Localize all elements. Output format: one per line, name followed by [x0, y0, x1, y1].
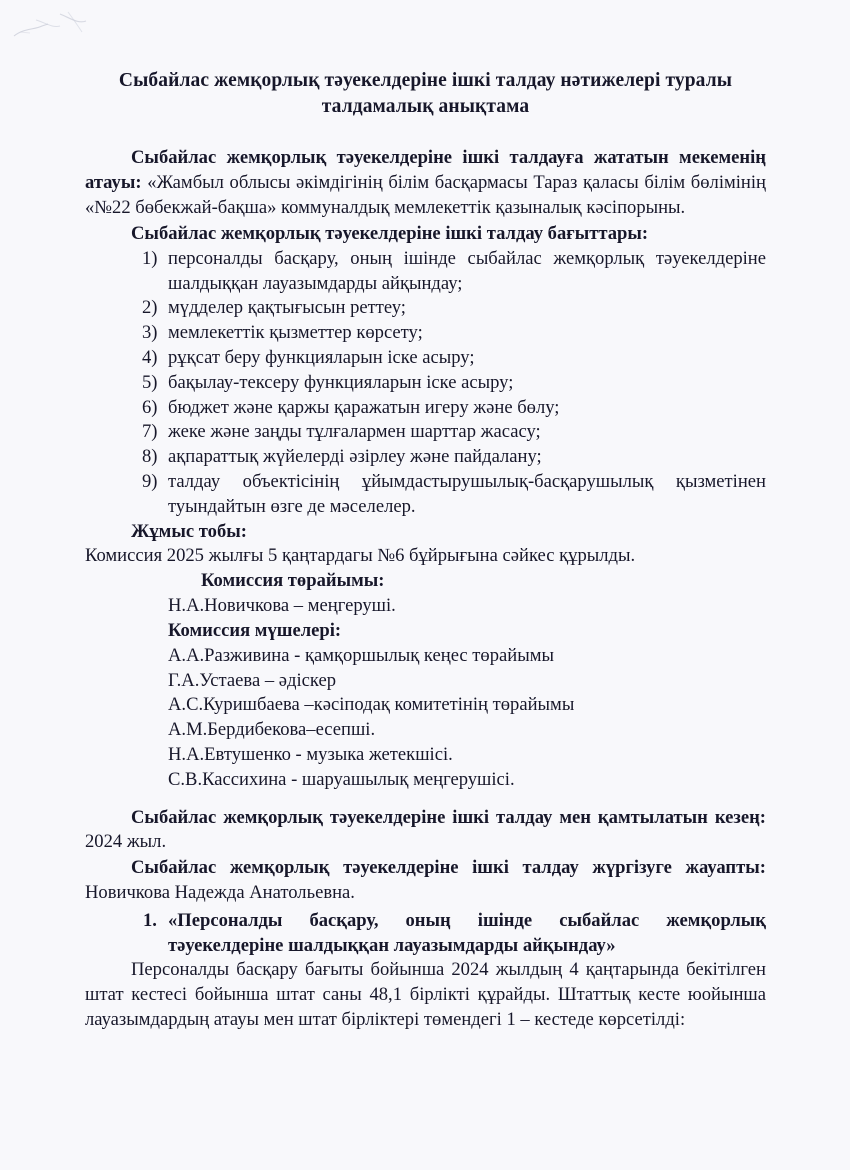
- scan-artifact-smudge: [8, 6, 104, 52]
- list-item: А.М.Бердибекова–есепші.: [168, 719, 376, 741]
- section-one-heading: [85, 909, 766, 959]
- list-item: А.С.Куришбаева –кәсіподақ комитетінің төрайымы: [168, 694, 575, 716]
- institution-label: Сыбайлас жемқорлық тәуекелдеріне ішкі талдауға жататын мекеменің атауы:: [85, 147, 766, 194]
- document-body: [85, 68, 766, 1034]
- list-item: рұқсат беру функцияларын іске асыру;: [168, 346, 475, 368]
- page-title: Сыбайлас жемқорлық тәуекелдеріне ішкі талдау нәтижелері туралы талдамалық анықтама: [118, 70, 733, 117]
- list-item: жеке және заңды тұлғалармен шарттар жасасу;: [168, 421, 541, 443]
- section-one-title: «Персоналды басқару, оның ішінде сыбайлас жемқорлық тәуекелдеріне шалдыққан лауазымдарды айқындау»: [168, 909, 766, 956]
- responsible-label: Сыбайлас жемқорлық тәуекелдеріне ішкі талдау жүргізуге жауапты:: [131, 857, 766, 879]
- list-item: талдау объектісінің ұйымдастырушылық-басқарушылық қызметінен туындайтын өзге де мәселелер.: [168, 471, 766, 517]
- list-item: А.А.Разживина - қамқоршылық кеңес төрайымы: [168, 644, 554, 666]
- spacer: [85, 793, 766, 806]
- working-group-heading: Жұмыс тобы:: [131, 520, 247, 542]
- commission-chair-heading: Комиссия төрайымы:: [201, 570, 385, 592]
- directions-list: [85, 247, 766, 520]
- list-item: бақылау-тексеру функцияларын іске асыру;: [168, 371, 514, 393]
- list-item: мемлекеттік қызметтер көрсету;: [168, 322, 423, 344]
- directions-heading: Сыбайлас жемқорлық тәуекелдеріне ішкі талдау бағыттары:: [131, 222, 649, 244]
- section-one-number: 1.: [143, 909, 157, 931]
- institution-value: «Жамбыл облысы әкімдігінің білім басқармасы Тараз қаласы білім бөлімінің «№22 бөбекжай-бақша» коммуналдық мемлекеттік қазыналық кәсіпорыны.: [85, 172, 767, 219]
- period-paragraph: [85, 806, 766, 856]
- list-item: С.В.Кассихина - шаруашылық меңгерушісі.: [168, 768, 515, 790]
- period-value: 2024 жыл.: [85, 831, 167, 853]
- list-item: Н.А.Евтушенко - музыка жетекшісі.: [168, 743, 453, 765]
- list-item: бюджет және қаржы қаражатын игеру және бөлу;: [168, 396, 560, 418]
- responsible-paragraph: [85, 856, 766, 906]
- period-label: Сыбайлас жемқорлық тәуекелдеріне ішкі талдау мен қамтылатын кезең:: [131, 806, 766, 828]
- section-one-body: Персоналды басқару бағыты бойынша 2024 жылдың 4 қаңтарында бекітілген штат кестесі бойынша штат саны 48,1 бірлікті құрайды. Штаттық кесте юойынша лауазымдардың атауы мен штат бірліктері төмендегі 1 – кестеде көрсетілді:: [85, 959, 766, 1031]
- list-item: Г.А.Устаева – әдіскер: [168, 669, 337, 691]
- responsible-value: Новичкова Надежда Анатольевна.: [85, 882, 355, 904]
- institution-paragraph: [85, 146, 766, 220]
- list-item: персоналды басқару, оның ішінде сыбайлас жемқорлық тәуекелдеріне шалдыққан лауазымдарды айқындау;: [168, 247, 766, 294]
- commission-chair-name: Н.А.Новичкова – меңгеруші.: [168, 595, 396, 617]
- list-item: ақпараттық жүйелерді әзірлеу және пайдалану;: [168, 446, 542, 468]
- list-item: мүдделер қақтығысын реттеу;: [168, 297, 406, 319]
- working-group-order-line: Комиссия 2025 жылғы 5 қаңтардагы №6 бұйрығына сәйкес құрылды.: [85, 545, 636, 567]
- commission-members-heading: Комиссия мүшелері:: [168, 619, 342, 641]
